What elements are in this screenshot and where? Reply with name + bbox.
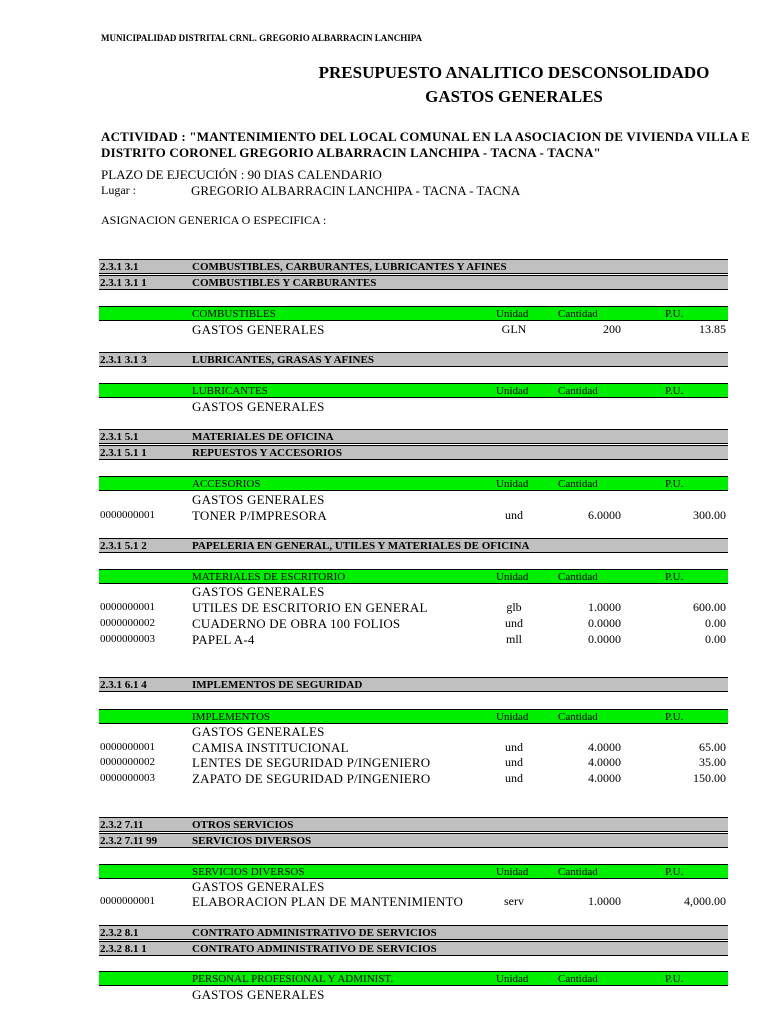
- table-row: [99, 724, 728, 740]
- item-unit: und: [505, 740, 523, 754]
- classifier-description: OTROS SERVICIOS: [192, 819, 294, 831]
- classifier-description: CONTRATO ADMINISTRATIVO DE SERVICIOS: [192, 927, 437, 939]
- classifier-description: IMPLEMENTOS DE SEGURIDAD: [192, 679, 363, 691]
- item-code: 0000000003: [100, 772, 155, 784]
- group-row: [99, 429, 728, 444]
- section-header-row: [99, 709, 728, 724]
- classifier-description: LUBRICANTES, GRASAS Y AFINES: [192, 354, 374, 366]
- classifier-description: COMBUSTIBLES Y CARBURANTES: [192, 277, 377, 289]
- item-price: 4,000.00: [684, 894, 726, 908]
- unit-header: Unidad: [496, 571, 529, 583]
- item-description: CAMISA INSTITUCIONAL: [192, 740, 349, 755]
- classifier-description: COMBUSTIBLES, CARBURANTES, LUBRICANTES Y AFINES: [192, 261, 507, 273]
- table-row: [99, 740, 728, 756]
- classifier-code: 2.3.2 7.11 99: [100, 835, 158, 847]
- item-description: GASTOS GENERALES: [192, 724, 325, 739]
- section-header-row: [99, 864, 728, 879]
- quantity-header: Cantidad: [558, 866, 598, 878]
- item-unit: und: [505, 771, 523, 785]
- quantity-header: Cantidad: [558, 711, 598, 723]
- unit-header: Unidad: [496, 711, 529, 723]
- page-title: PRESUPUESTO ANALITICO DESCONSOLIDADO: [318, 63, 710, 82]
- price-header: P.U.: [665, 711, 684, 723]
- item-description: GASTOS GENERALES: [192, 322, 325, 337]
- item-price: 65.00: [699, 740, 726, 754]
- table-row: [99, 600, 728, 616]
- group-row: [99, 275, 728, 290]
- item-description: GASTOS GENERALES: [192, 584, 325, 599]
- classifier-description: PAPELERIA EN GENERAL, UTILES Y MATERIALES DE OFICINA: [192, 540, 530, 552]
- section-name: LUBRICANTES: [192, 385, 268, 397]
- price-header: P.U.: [665, 866, 684, 878]
- classifier-code: 2.3.1 3.1 1: [100, 277, 147, 289]
- item-description: UTILES DE ESCRITORIO EN GENERAL: [192, 600, 428, 615]
- item-quantity: 4.0000: [588, 755, 621, 769]
- section-name: IMPLEMENTOS: [192, 711, 271, 723]
- item-unit: glb: [506, 600, 522, 614]
- group-row: [99, 445, 728, 460]
- item-description: CUADERNO DE OBRA 100 FOLIOS: [192, 616, 401, 631]
- table-row: [99, 508, 728, 524]
- location-label: Lugar :: [101, 183, 136, 197]
- item-price: 600.00: [693, 600, 726, 614]
- section-header-row: [99, 476, 728, 491]
- section-header-row: [99, 569, 728, 584]
- quantity-header: Cantidad: [558, 973, 598, 985]
- item-description: GASTOS GENERALES: [192, 492, 325, 507]
- assignment-label: ASIGNACION GENERICA O ESPECIFICA :: [101, 213, 327, 227]
- item-quantity: 0.0000: [588, 632, 621, 646]
- classifier-description: CONTRATO ADMINISTRATIVO DE SERVICIOS: [192, 943, 437, 955]
- table-row: [99, 399, 728, 415]
- classifier-code: 2.3.1 5.1: [100, 431, 139, 443]
- item-code: 0000000001: [100, 601, 155, 613]
- group-row: [99, 677, 728, 692]
- activity-line-2: DISTRITO CORONEL GREGORIO ALBARRACIN LANCHIPA - TACNA - TACNA": [101, 145, 601, 160]
- quantity-header: Cantidad: [558, 478, 598, 490]
- classifier-description: MATERIALES DE OFICINA: [192, 431, 334, 443]
- group-row: [99, 538, 728, 553]
- item-code: 0000000001: [100, 741, 155, 753]
- activity-line-1: ACTIVIDAD : "MANTENIMIENTO DEL LOCAL COMUNAL EN LA ASOCIACION DE VIVIENDA VILLA E: [101, 129, 750, 144]
- page-subtitle: GASTOS GENERALES: [425, 87, 603, 106]
- item-unit: GLN: [501, 322, 527, 336]
- item-quantity: 200: [603, 322, 621, 336]
- price-header: P.U.: [665, 385, 684, 397]
- quantity-header: Cantidad: [558, 385, 598, 397]
- unit-header: Unidad: [496, 478, 529, 490]
- item-description: LENTES DE SEGURIDAD P/INGENIERO: [192, 755, 431, 770]
- section-name: ACCESORIOS: [192, 478, 261, 490]
- item-quantity: 6.0000: [588, 508, 621, 522]
- section-header-row: [99, 971, 728, 986]
- item-description: GASTOS GENERALES: [192, 879, 325, 894]
- item-code: 0000000002: [100, 756, 155, 768]
- item-unit: serv: [504, 894, 524, 908]
- item-quantity: 1.0000: [588, 894, 621, 908]
- section-name: COMBUSTIBLES: [192, 308, 276, 320]
- item-price: 150.00: [693, 771, 726, 785]
- item-price: 13.85: [699, 322, 726, 336]
- group-row: [99, 259, 728, 274]
- section-name: PERSONAL PROFESIONAL Y ADMINIST.: [192, 973, 394, 985]
- item-price: 0.00: [705, 616, 726, 630]
- table-row: [99, 632, 728, 648]
- table-row: [99, 879, 728, 895]
- classifier-code: 2.3.1 3.1: [100, 261, 139, 273]
- item-price: 0.00: [705, 632, 726, 646]
- price-header: P.U.: [665, 571, 684, 583]
- unit-header: Unidad: [496, 385, 529, 397]
- table-row: [99, 755, 728, 771]
- item-description: GASTOS GENERALES: [192, 399, 325, 414]
- item-description: ELABORACION PLAN DE MANTENIMIENTO: [192, 894, 464, 909]
- table-row: [99, 492, 728, 508]
- item-description: ZAPATO DE SEGURIDAD P/INGENIERO: [192, 771, 431, 786]
- item-unit: und: [505, 616, 523, 630]
- unit-header: Unidad: [496, 973, 529, 985]
- unit-header: Unidad: [496, 308, 529, 320]
- classifier-code: 2.3.2 8.1: [100, 927, 139, 939]
- classifier-description: SERVICIOS DIVERSOS: [192, 835, 312, 847]
- execution-term: PLAZO DE EJECUCIÓN : 90 DIAS CALENDARIO: [101, 167, 382, 182]
- table-row: [99, 322, 728, 338]
- item-unit: und: [505, 755, 523, 769]
- table-row: [99, 584, 728, 600]
- section-name: SERVICIOS DIVERSOS: [192, 866, 305, 878]
- item-quantity: 1.0000: [588, 600, 621, 614]
- item-price: 35.00: [699, 755, 726, 769]
- item-quantity: 0.0000: [588, 616, 621, 630]
- price-header: P.U.: [665, 308, 684, 320]
- item-code: 0000000001: [100, 509, 155, 521]
- unit-header: Unidad: [496, 866, 529, 878]
- item-code: 0000000003: [100, 633, 155, 645]
- quantity-header: Cantidad: [558, 308, 598, 320]
- item-description: PAPEL A-4: [192, 632, 255, 647]
- section-header-row: [99, 306, 728, 321]
- table-row: [99, 616, 728, 632]
- section-header-row: [99, 383, 728, 398]
- quantity-header: Cantidad: [558, 571, 598, 583]
- item-price: 300.00: [693, 508, 726, 522]
- classifier-code: 2.3.1 6.1 4: [100, 679, 147, 691]
- price-header: P.U.: [665, 478, 684, 490]
- item-code: 0000000001: [100, 895, 155, 907]
- item-description: TONER P/IMPRESORA: [192, 508, 327, 523]
- item-unit: und: [505, 508, 523, 522]
- group-row: [99, 925, 728, 940]
- classifier-code: 2.3.2 7.11: [100, 819, 144, 831]
- group-row: [99, 352, 728, 367]
- location-value: GREGORIO ALBARRACIN LANCHIPA - TACNA - TACNA: [191, 183, 521, 198]
- group-row: [99, 833, 728, 848]
- item-unit: mll: [505, 632, 522, 646]
- classifier-code: 2.3.1 5.1 1: [100, 447, 147, 459]
- classifier-code: 2.3.1 5.1 2: [100, 540, 147, 552]
- item-quantity: 4.0000: [588, 771, 621, 785]
- price-header: P.U.: [665, 973, 684, 985]
- municipality-name: MUNICIPALIDAD DISTRITAL CRNL. GREGORIO ALBARRACIN LANCHIPA: [101, 33, 423, 43]
- item-quantity: 4.0000: [588, 740, 621, 754]
- section-name: MATERIALES DE ESCRITORIO: [192, 571, 346, 583]
- classifier-code: 2.3.2 8.1 1: [100, 943, 147, 955]
- group-row: [99, 817, 728, 832]
- item-description: GASTOS GENERALES: [192, 987, 325, 1002]
- classifier-code: 2.3.1 3.1 3: [100, 354, 147, 366]
- item-code: 0000000002: [100, 617, 155, 629]
- group-row: [99, 941, 728, 956]
- table-row: [99, 987, 728, 1003]
- table-row: [99, 894, 728, 910]
- table-row: [99, 771, 728, 787]
- classifier-description: REPUESTOS Y ACCESORIOS: [192, 447, 342, 459]
